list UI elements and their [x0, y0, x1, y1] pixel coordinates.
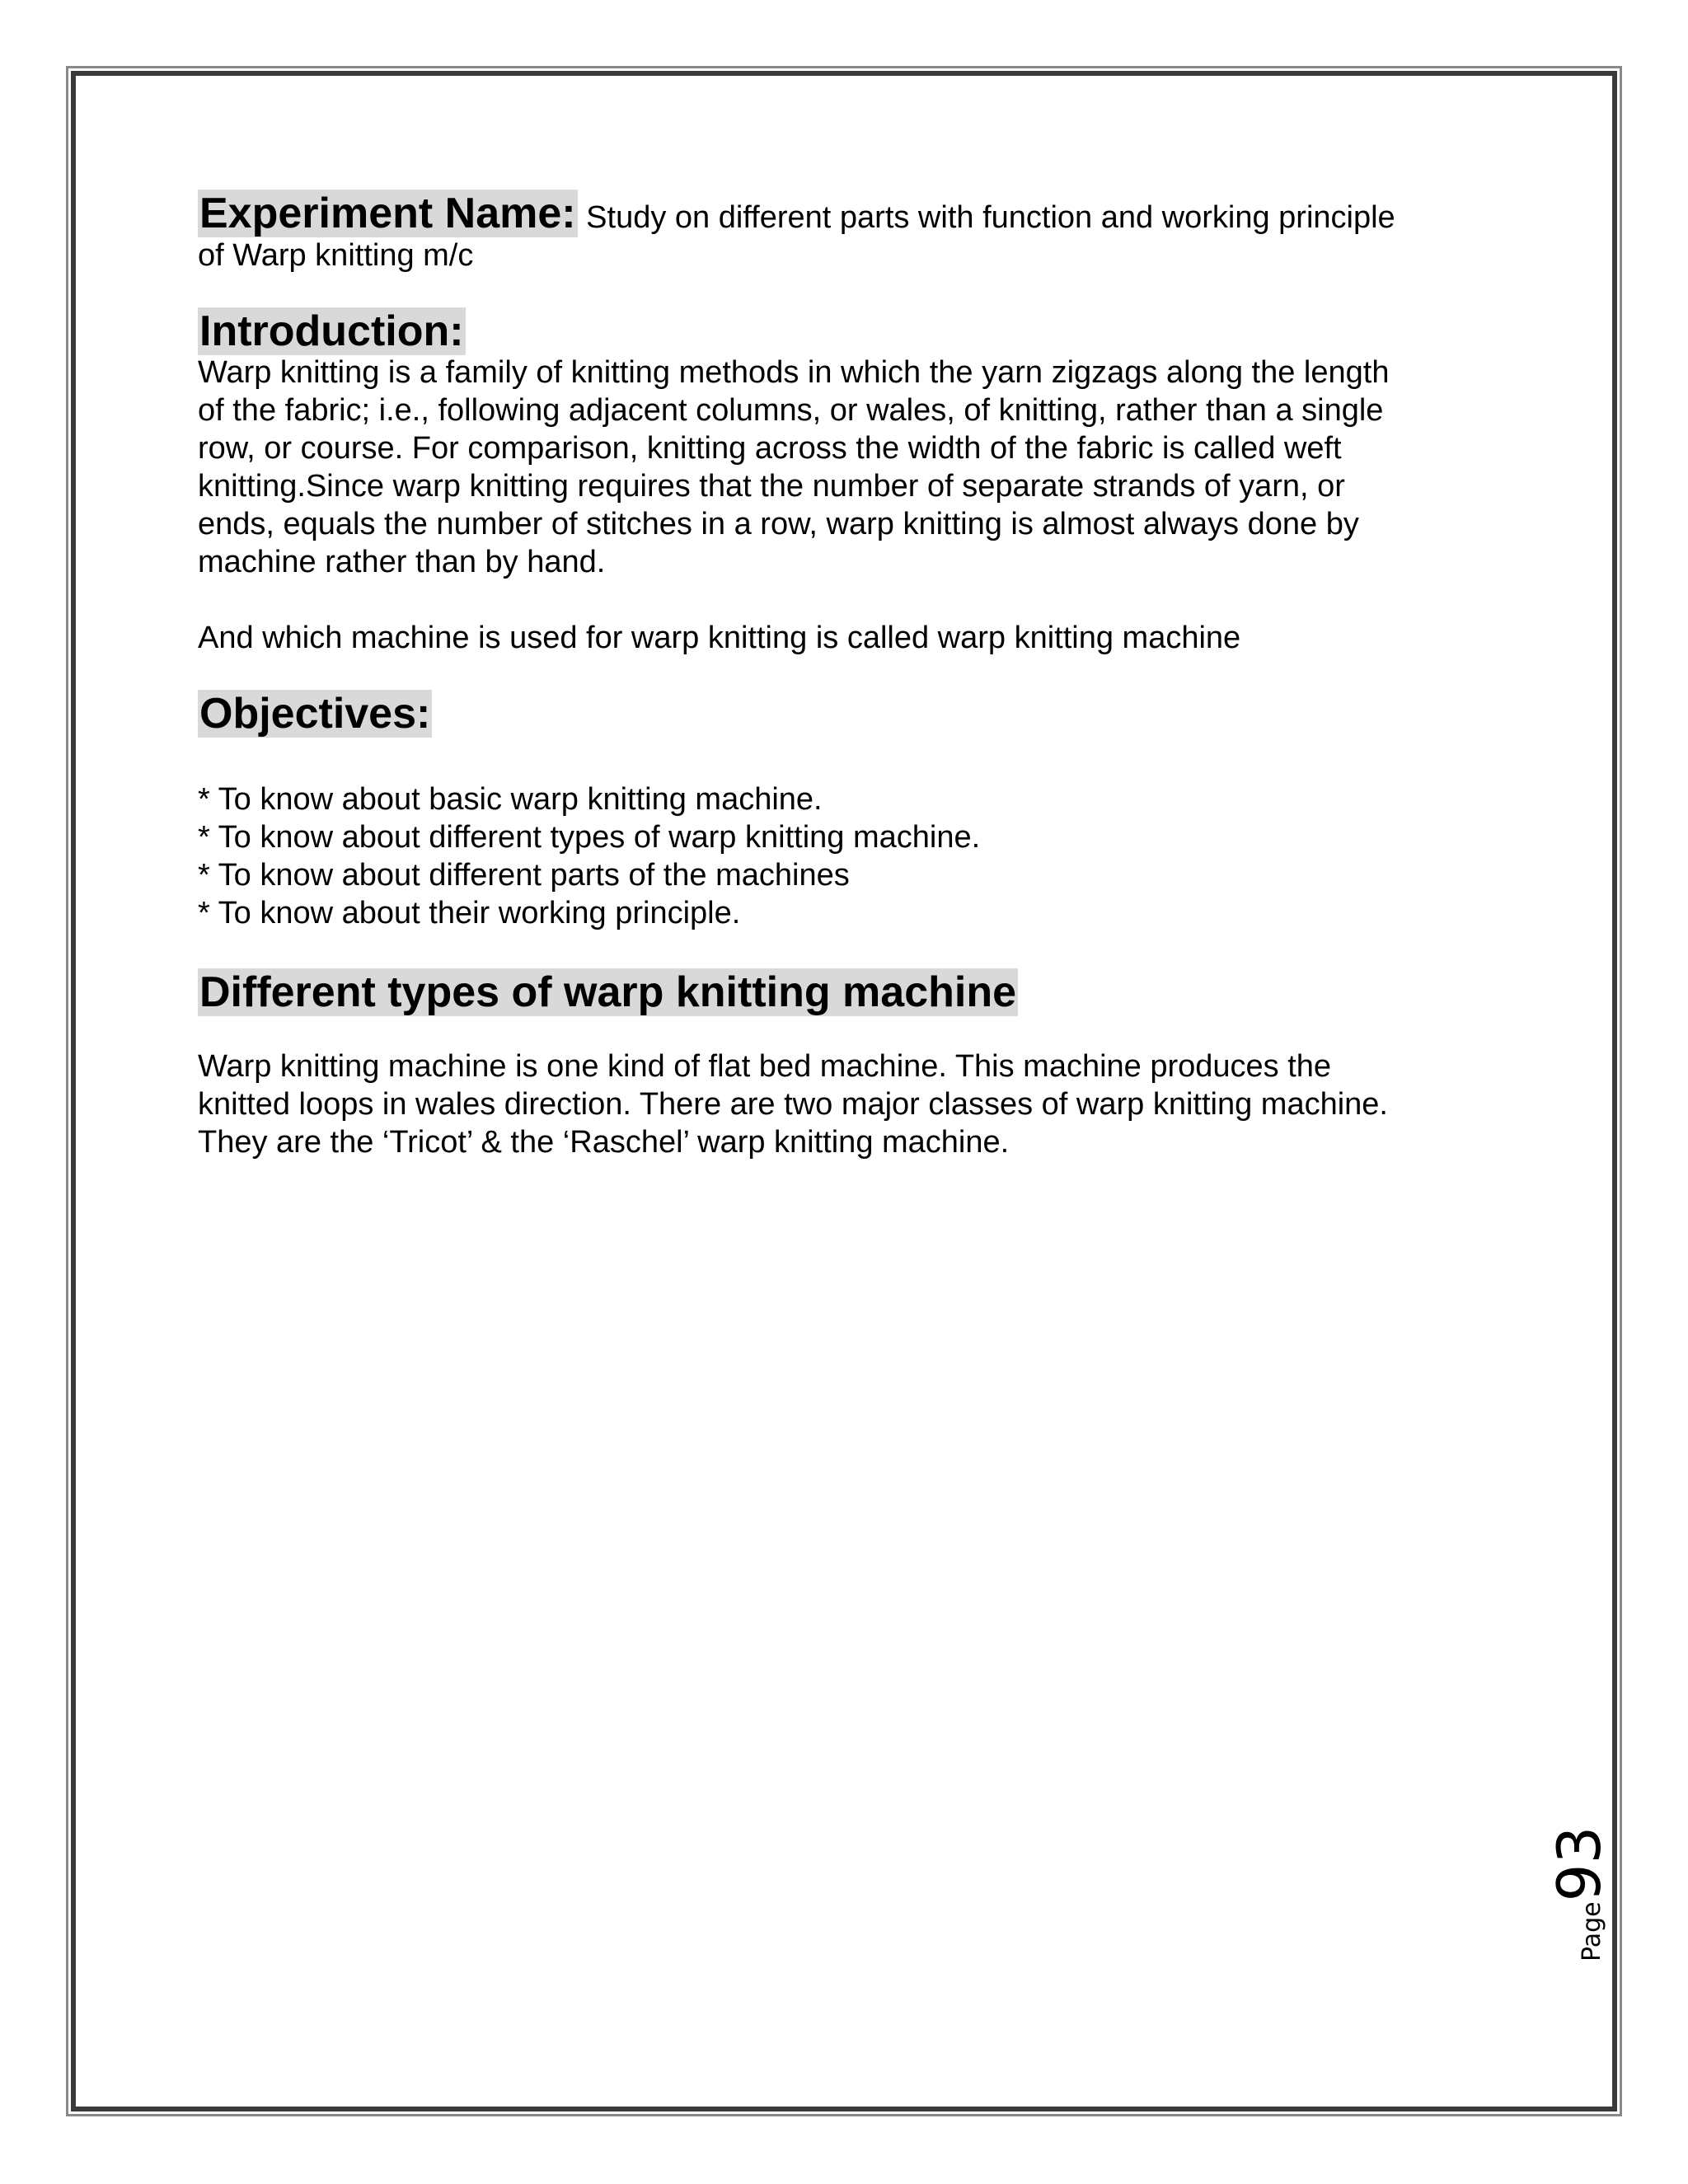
document-body	[198, 190, 1484, 1161]
introduction-line-5: ends, equals the number of stitches in a row, warp knitting is almost always done by	[198, 507, 1359, 541]
introduction-line-3: row, or course. For comparison, knitting across the width of the fabric is called weft	[198, 431, 1342, 466]
types-heading-text: Different types of warp knitting machine	[199, 968, 1017, 1016]
types-line-3: They are the ‘Tricot’ & the ‘Raschel’ warp knitting machine.	[198, 1125, 1010, 1160]
list-item: * To know about different parts of the machines	[198, 858, 850, 893]
experiment-title-line	[198, 190, 1484, 237]
introduction-line-1: Warp knitting is a family of knitting methods in which the yarn zigzags along the length	[198, 355, 1390, 390]
introduction-line-4: knitting.Since warp knitting requires that the number of separate strands of yarn, or	[198, 469, 1345, 504]
types-section	[198, 967, 1484, 1161]
introduction-line-6: machine rather than by hand.	[198, 545, 606, 579]
experiment-title-part1: Study on different parts with function and working principle	[577, 200, 1395, 235]
introduction-line-2: of the fabric; i.e., following adjacent columns, or wales, of knitting, rather than a single	[198, 393, 1384, 428]
introduction-section	[198, 306, 1484, 657]
introduction-closing: And which machine is used for warp knitting is called warp knitting machine	[198, 621, 1241, 655]
objectives-section	[198, 688, 1484, 932]
list-item: * To know about their working principle.	[198, 896, 741, 930]
experiment-label: Experiment Name:	[199, 190, 576, 237]
introduction-heading	[198, 306, 1484, 357]
types-paragraph	[198, 1047, 1484, 1161]
objectives-heading	[198, 688, 1484, 739]
experiment-title-part2: of Warp knitting m/c	[198, 238, 474, 273]
types-line-2: knitted loops in wales direction. There are two major classes of warp knitting machine.	[198, 1087, 1388, 1122]
list-item: * To know about different types of warp knitting machine.	[198, 820, 981, 855]
page-number-value: 93	[1545, 1825, 1614, 1902]
types-heading	[198, 967, 1484, 1018]
objectives-list	[198, 780, 1484, 932]
objectives-heading-text: Objectives:	[199, 690, 431, 738]
page-label: Page	[1578, 1901, 1606, 1961]
page-number	[1545, 1825, 1614, 1961]
experiment-section	[198, 190, 1484, 274]
list-item: * To know about basic warp knitting machine.	[198, 782, 823, 817]
types-line-1: Warp knitting machine is one kind of flat bed machine. This machine produces the	[198, 1049, 1332, 1084]
introduction-heading-text: Introduction:	[199, 307, 464, 355]
